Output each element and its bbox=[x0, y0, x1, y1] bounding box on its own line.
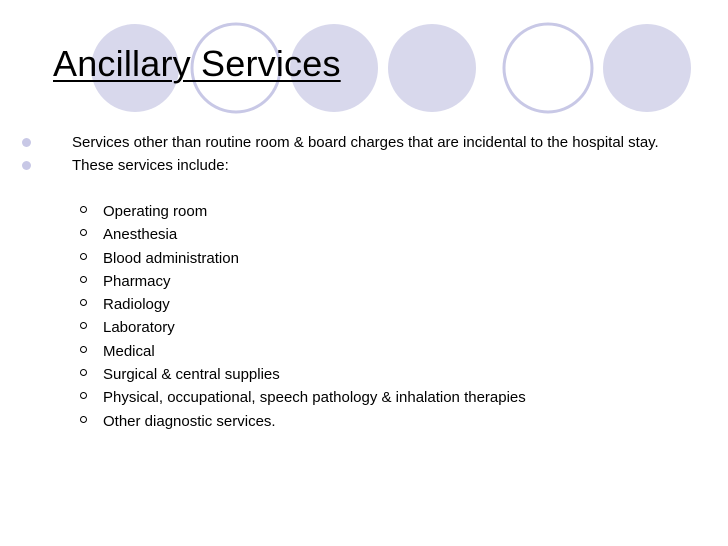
sub-item-text: Pharmacy bbox=[103, 272, 171, 290]
sub-bullet-list bbox=[0, 200, 680, 433]
deco-circle-4 bbox=[388, 24, 476, 112]
bullet-text: These services include: bbox=[72, 157, 229, 174]
sub-item-text: Medical bbox=[103, 342, 155, 360]
sub-list-item bbox=[0, 200, 680, 223]
hollow-circle-bullet-icon bbox=[80, 392, 87, 399]
bullet-list bbox=[0, 131, 680, 177]
sub-list-item bbox=[0, 386, 680, 409]
bullet-item bbox=[0, 131, 680, 154]
sub-list-item bbox=[0, 410, 680, 433]
bullet-text: Services other than routine room & board charges that are incidental to the hospital stay. bbox=[72, 134, 659, 151]
sub-item-text: Other diagnostic services. bbox=[103, 412, 276, 430]
hollow-circle-bullet-icon bbox=[80, 229, 87, 236]
sub-list-item bbox=[0, 270, 680, 293]
hollow-circle-bullet-icon bbox=[80, 416, 87, 423]
deco-circle-5 bbox=[504, 24, 592, 112]
sub-item-text: Anesthesia bbox=[103, 226, 178, 244]
sub-list-item bbox=[0, 247, 680, 270]
sub-list-item bbox=[0, 293, 680, 316]
sub-item-text: Blood administration bbox=[103, 249, 239, 267]
sub-item-text: Laboratory bbox=[103, 319, 175, 337]
sub-list-item bbox=[0, 223, 680, 246]
hollow-circle-bullet-icon bbox=[80, 276, 87, 283]
sub-list-item bbox=[0, 316, 680, 339]
sub-item-text: Operating room bbox=[103, 203, 208, 220]
hollow-circle-bullet-icon bbox=[80, 322, 87, 329]
slide-title: Ancillary Services bbox=[53, 43, 341, 84]
hollow-circle-bullet-icon bbox=[80, 253, 87, 260]
sub-list-item bbox=[0, 363, 680, 386]
sub-list-item bbox=[0, 340, 680, 363]
deco-circle-6 bbox=[603, 24, 691, 112]
hollow-circle-bullet-icon bbox=[80, 346, 87, 353]
filled-circle-bullet-icon bbox=[22, 138, 31, 147]
hollow-circle-bullet-icon bbox=[80, 369, 87, 376]
hollow-circle-bullet-icon bbox=[80, 206, 87, 213]
sub-item-text: Physical, occupational, speech pathology & inhalation therapies bbox=[103, 389, 526, 407]
filled-circle-bullet-icon bbox=[22, 161, 31, 170]
hollow-circle-bullet-icon bbox=[80, 299, 87, 306]
sub-item-text: Radiology bbox=[103, 296, 170, 314]
sub-item-text: Surgical & central supplies bbox=[103, 366, 280, 384]
bullet-item bbox=[0, 154, 680, 177]
